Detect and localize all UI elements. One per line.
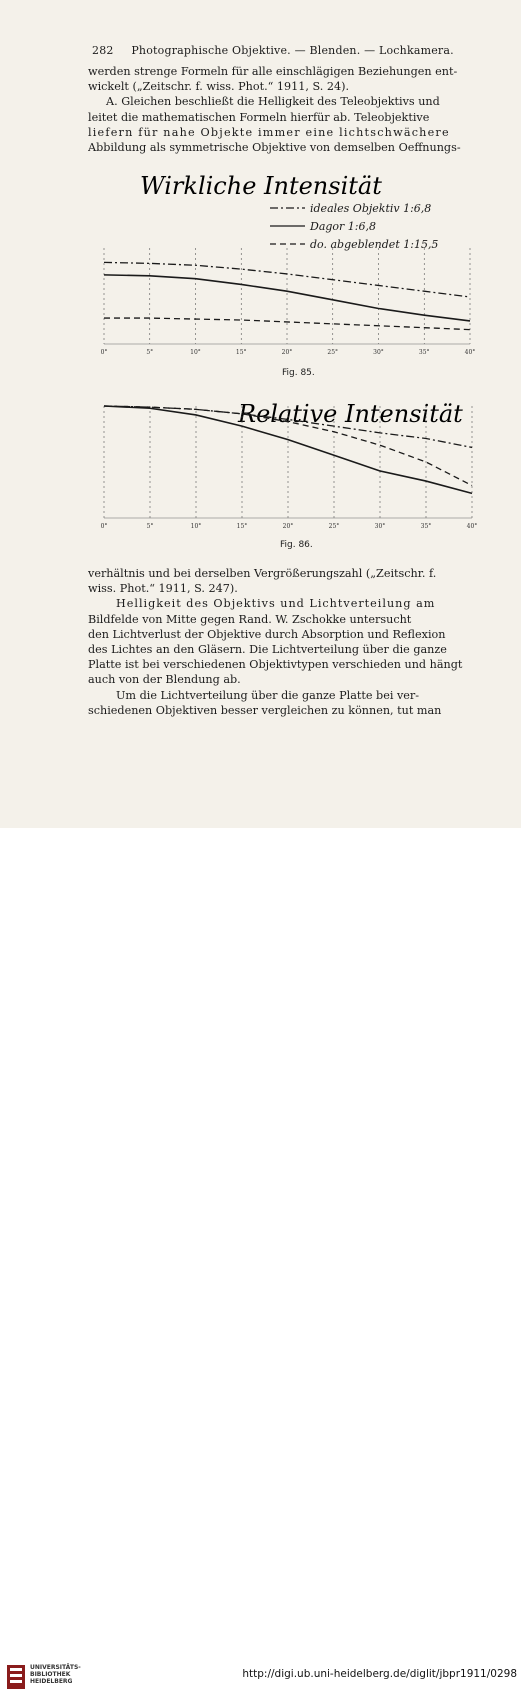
x-tick-label: 30° — [373, 349, 384, 356]
x-tick-label: 0° — [100, 523, 108, 530]
library-logo-icon — [6, 1664, 26, 1690]
chart-wirkliche-intensitaet — [100, 160, 480, 360]
x-tick-label: 25° — [327, 349, 339, 356]
x-tick-label: 25° — [328, 523, 340, 530]
text-line: auch von der Blendung ab. — [88, 673, 241, 687]
x-tick-label: 10° — [190, 349, 201, 356]
legend-label: Dagor 1:6,8 — [310, 220, 376, 233]
text-line: Abbildung als symmetrische Objektive von demselben Oeffnungs- — [88, 141, 461, 155]
footer-bar — [0, 828, 521, 1685]
text-line: Um die Lichtverteilung über die ganze Platte bei ver- — [116, 688, 420, 702]
figure-86 — [100, 392, 480, 532]
bottom-paragraph — [88, 566, 498, 718]
page-number: 282 — [92, 44, 114, 57]
text-line: schiedenen Objektiven besser vergleichen zu können, tut man — [88, 703, 442, 717]
x-tick-label: 15° — [236, 523, 248, 530]
chart-title: Wirkliche Intensität — [140, 172, 382, 200]
figure-85-caption: Fig. 85. — [282, 368, 315, 378]
text-line: des Lichtes an den Gläsern. Die Lichtverteilung über die ganze — [88, 643, 447, 657]
text-line: leitet die mathematischen Formeln hierfür ab. Teleobjektive — [88, 110, 430, 124]
x-tick-label: 20° — [281, 349, 293, 356]
text-line: liefern für nahe Objekte immer eine lichtschwächere — [88, 125, 450, 139]
text-line: wiss. Phot.“ 1911, S. 247). — [88, 582, 238, 596]
text-line: den Lichtverlust der Objektive durch Absorption und Reflexion — [88, 627, 446, 641]
text-line: werden strenge Formeln für alle einschlägigen Beziehungen ent- — [88, 65, 458, 78]
plot-area — [101, 248, 476, 356]
x-tick-label: 0° — [100, 349, 108, 356]
x-tick-label: 35° — [420, 523, 432, 530]
x-tick-label: 30° — [374, 523, 386, 530]
text-line: Platte ist bei verschiedenen Objektivtypen verschieden und hängt — [88, 658, 463, 672]
text-line: Bildfelde von Mitte gegen Rand. W. Zschokke untersucht — [88, 612, 412, 626]
x-tick-label: 5° — [146, 523, 154, 530]
figure-86-caption: Fig. 86. — [280, 540, 313, 550]
x-tick-label: 5° — [146, 349, 154, 356]
library-name-line: UNIVERSITÄTS- — [30, 1664, 81, 1671]
source-url-link[interactable]: http://digi.ub.uni-heidelberg.de/diglit/jbpr1911/0298 — [242, 1668, 517, 1680]
x-tick-label: 35° — [418, 349, 430, 356]
legend-label: do. abgeblendet 1:15,5 — [310, 238, 439, 251]
x-tick-label: 40° — [464, 349, 476, 356]
library-name — [30, 1664, 81, 1685]
x-tick-label: 10° — [190, 523, 202, 530]
running-header — [92, 44, 454, 57]
legend-label: ideales Objektiv 1:6,8 — [310, 202, 432, 215]
text-line: wickelt („Zeitschr. f. wiss. Phot.“ 1911, S. 24). — [88, 80, 350, 94]
top-paragraph — [88, 64, 498, 155]
chart-title: Relative Intensität — [238, 400, 463, 428]
library-name-line: HEIDELBERG — [30, 1678, 73, 1685]
section-heading-line: Helligkeit des Objektivs und Lichtverteilung am — [116, 597, 436, 611]
running-title: Photographische Objektive. — Blenden. — Lochkamera. — [131, 44, 454, 57]
text-line: verhältnis und bei derselben Vergrößerungszahl („Zeitschr. f. — [88, 567, 437, 580]
text-line: A. Gleichen beschließt die Helligkeit des Teleobjektivs und — [106, 95, 440, 109]
x-tick-label: 15° — [235, 349, 247, 356]
x-tick-label: 40° — [466, 523, 478, 530]
x-tick-label: 20° — [282, 523, 294, 530]
chart-relative-intensitaet — [100, 392, 480, 532]
figure-85 — [100, 160, 480, 360]
legend — [270, 202, 438, 251]
library-name-line: BIBLIOTHEK — [30, 1671, 71, 1678]
